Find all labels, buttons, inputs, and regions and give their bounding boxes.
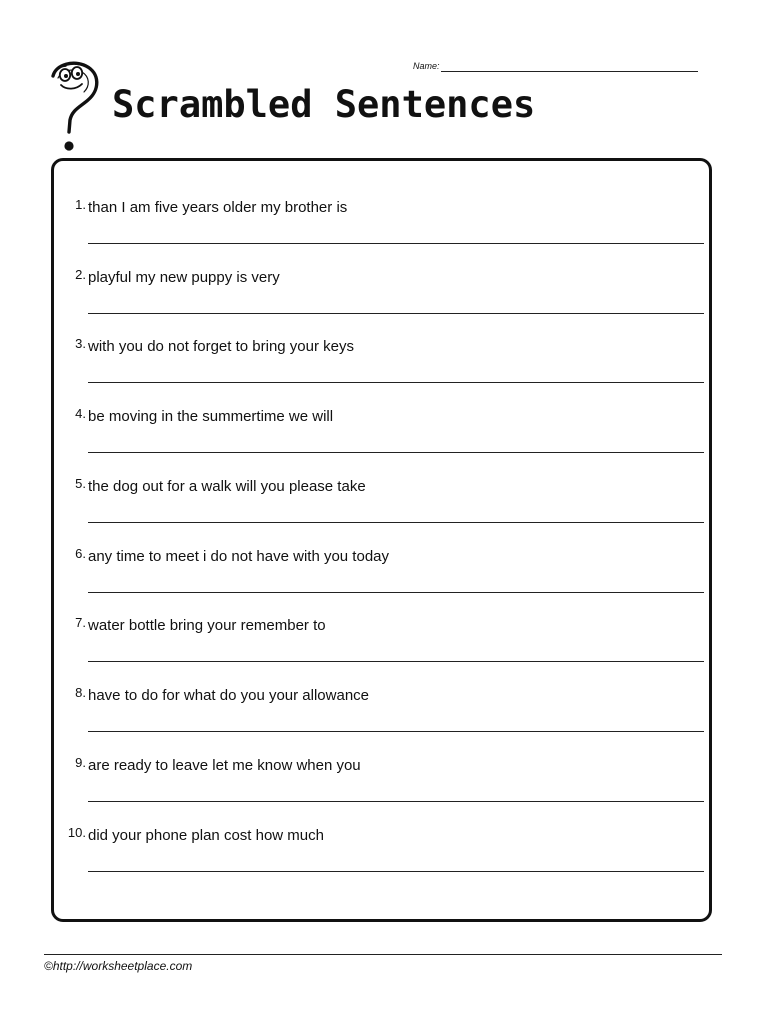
answer-line[interactable] bbox=[88, 313, 704, 314]
item-number: 6. bbox=[75, 546, 86, 561]
item-number: 5. bbox=[75, 476, 86, 491]
item-number: 1. bbox=[75, 197, 86, 212]
answer-line[interactable] bbox=[88, 522, 704, 523]
copyright-link[interactable]: ©http://worksheetplace.com bbox=[44, 959, 193, 973]
name-field[interactable] bbox=[413, 58, 698, 72]
answer-line[interactable] bbox=[88, 801, 704, 802]
name-label: Name: bbox=[413, 61, 440, 71]
item-number: 8. bbox=[75, 685, 86, 700]
sentence-item-2 bbox=[60, 266, 706, 336]
sentence-item-3 bbox=[60, 335, 706, 405]
scrambled-sentence: the dog out for a walk will you please take bbox=[88, 478, 366, 495]
scrambled-sentence: than I am five years older my brother is bbox=[88, 199, 348, 216]
name-input-line[interactable] bbox=[441, 61, 698, 72]
scrambled-sentence: have to do for what do you your allowance bbox=[88, 687, 370, 704]
question-mark-mascot-icon bbox=[44, 58, 106, 154]
scrambled-sentence: with you do not forget to bring your keys bbox=[88, 338, 354, 355]
answer-line[interactable] bbox=[88, 661, 704, 662]
scrambled-sentence: did your phone plan cost how much bbox=[88, 827, 324, 844]
item-number: 9. bbox=[75, 755, 86, 770]
answer-line[interactable] bbox=[88, 382, 704, 383]
item-number: 4. bbox=[75, 406, 86, 421]
answer-line[interactable] bbox=[88, 592, 704, 593]
sentence-item-9 bbox=[60, 754, 706, 824]
sentence-item-6 bbox=[60, 545, 706, 615]
item-number: 2. bbox=[75, 267, 86, 282]
sentence-item-10 bbox=[60, 824, 706, 894]
answer-line[interactable] bbox=[88, 243, 704, 244]
page-title: Scrambled Sentences bbox=[112, 83, 536, 126]
answer-line[interactable] bbox=[88, 452, 704, 453]
sentence-item-8 bbox=[60, 684, 706, 754]
scrambled-sentence: be moving in the summertime we will bbox=[88, 408, 334, 425]
footer-divider bbox=[44, 954, 722, 955]
answer-line[interactable] bbox=[88, 871, 704, 872]
item-number: 10. bbox=[67, 825, 86, 840]
sentence-item-1 bbox=[60, 196, 706, 266]
scrambled-sentence: playful my new puppy is very bbox=[88, 269, 280, 286]
scrambled-sentence: are ready to leave let me know when you bbox=[88, 757, 361, 774]
answer-line[interactable] bbox=[88, 731, 704, 732]
item-number: 7. bbox=[75, 615, 86, 630]
sentence-item-7 bbox=[60, 614, 706, 684]
scrambled-sentence: any time to meet i do not have with you today bbox=[88, 548, 390, 565]
sentence-item-5 bbox=[60, 475, 706, 545]
sentence-item-4 bbox=[60, 405, 706, 475]
scrambled-sentence: water bottle bring your remember to bbox=[88, 617, 326, 634]
item-number: 3. bbox=[75, 336, 86, 351]
